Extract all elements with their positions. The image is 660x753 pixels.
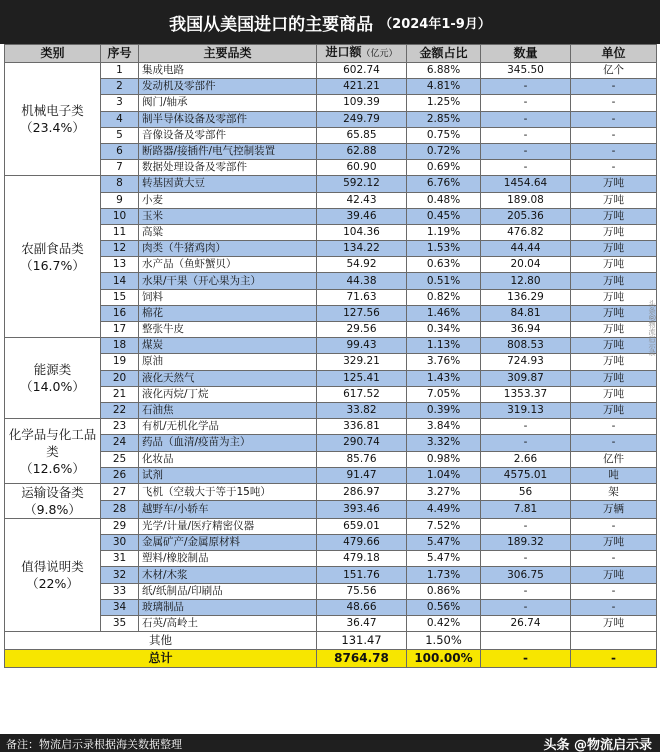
row-item-name: 试剂 [139,467,317,483]
table-row [5,305,657,321]
other-import: 131.47 [317,632,407,650]
row-index: 6 [101,143,139,159]
table-row [5,257,657,273]
row-index: 15 [101,289,139,305]
table-row [5,289,657,305]
row-share: 0.75% [407,127,481,143]
row-item-name: 煤炭 [139,338,317,354]
row-share: 0.45% [407,208,481,224]
row-import-value: 54.92 [317,257,407,273]
row-import-value: 44.38 [317,273,407,289]
row-unit: 万吨 [571,402,657,418]
row-item-name: 阀门/轴承 [139,95,317,111]
row-import-value: 104.36 [317,224,407,240]
row-unit: 亿个 [571,63,657,79]
row-unit: - [571,95,657,111]
row-item-name: 木材/木浆 [139,567,317,583]
row-index: 23 [101,419,139,435]
row-unit: 万吨 [571,535,657,551]
row-unit: 万吨 [571,289,657,305]
table-row [5,322,657,338]
row-import-value: 62.88 [317,143,407,159]
row-quantity: 36.94 [481,322,571,338]
row-index: 16 [101,305,139,321]
table-row [5,535,657,551]
row-quantity: - [481,160,571,176]
watermark: 头条 @物流启示录 [543,738,652,753]
row-share: 7.05% [407,386,481,402]
row-quantity: 319.13 [481,402,571,418]
row-import-value: 421.21 [317,79,407,95]
row-quantity: 1353.37 [481,386,571,402]
row-quantity: 56 [481,483,571,501]
row-share: 6.88% [407,63,481,79]
row-quantity: 189.32 [481,535,571,551]
row-unit: 万吨 [571,257,657,273]
row-share: 0.34% [407,322,481,338]
row-quantity: 44.44 [481,241,571,257]
row-import-value: 151.76 [317,567,407,583]
other-row [5,632,657,650]
header-import-unit: （亿元） [361,49,398,59]
row-index: 19 [101,354,139,370]
row-index: 31 [101,551,139,567]
row-share: 1.04% [407,467,481,483]
row-unit: - [571,435,657,451]
row-import-value: 109.39 [317,95,407,111]
row-share: 3.27% [407,483,481,501]
total-share: 100.00% [407,650,481,668]
other-unit [571,632,657,650]
row-item-name: 小麦 [139,192,317,208]
total-unit: - [571,650,657,668]
row-import-value: 48.66 [317,599,407,615]
row-share: 0.56% [407,599,481,615]
table-row [5,241,657,257]
row-item-name: 飞机（空载大于等于15吨） [139,483,317,501]
period-label: （2024年1-9月） [379,16,491,32]
row-import-value: 125.41 [317,370,407,386]
row-import-value: 290.74 [317,435,407,451]
row-quantity: - [481,551,571,567]
page-title: 我国从美国进口的主要商品 [169,14,374,35]
row-item-name: 原油 [139,354,317,370]
row-unit: - [571,111,657,127]
row-item-name: 转基因黄大豆 [139,176,317,192]
row-quantity: - [481,143,571,159]
row-share: 0.42% [407,616,481,632]
table-row [5,451,657,467]
header-share: 金额占比 [407,45,481,63]
row-quantity: 205.36 [481,208,571,224]
category-cell [5,419,101,484]
table-row [5,386,657,402]
table-row [5,208,657,224]
row-index: 30 [101,535,139,551]
title-bar [0,0,660,44]
row-unit: 万吨 [571,338,657,354]
row-share: 0.51% [407,273,481,289]
row-index: 14 [101,273,139,289]
row-unit: - [571,518,657,534]
table-body [5,63,657,632]
row-import-value: 134.22 [317,241,407,257]
row-unit: 万吨 [571,176,657,192]
row-quantity: 1454.64 [481,176,571,192]
row-unit: - [571,599,657,615]
row-import-value: 33.82 [317,402,407,418]
row-unit: - [571,419,657,435]
row-index: 2 [101,79,139,95]
row-item-name: 高粱 [139,224,317,240]
row-unit: 万吨 [571,273,657,289]
row-item-name: 制半导体设备及零部件 [139,111,317,127]
row-unit: 万吨 [571,224,657,240]
row-quantity: 84.81 [481,305,571,321]
row-share: 0.82% [407,289,481,305]
header-quantity: 数量 [481,45,571,63]
row-item-name: 越野车/小轿车 [139,501,317,519]
row-import-value: 659.01 [317,518,407,534]
row-item-name: 金属矿产/金属原材料 [139,535,317,551]
header-item: 主要品类 [139,45,317,63]
row-index: 10 [101,208,139,224]
footer-note: 备注：物流启示录根据海关数据整理 [6,738,182,751]
table-row [5,273,657,289]
category-share: （23.4%） [20,120,85,136]
row-import-value: 592.12 [317,176,407,192]
row-index: 5 [101,127,139,143]
row-quantity: - [481,419,571,435]
table-row [5,176,657,192]
row-share: 5.47% [407,551,481,567]
row-share: 0.48% [407,192,481,208]
row-share: 0.63% [407,257,481,273]
row-quantity: 4575.01 [481,467,571,483]
footer [0,734,660,752]
row-item-name: 发动机及零部件 [139,79,317,95]
row-index: 34 [101,599,139,615]
row-item-name: 石英/高岭土 [139,616,317,632]
row-import-value: 602.74 [317,63,407,79]
table-row [5,483,657,501]
category-name: 运输设备类 [21,484,84,500]
row-unit: 万吨 [571,208,657,224]
table-row [5,192,657,208]
row-quantity: - [481,127,571,143]
row-quantity: 724.93 [481,354,571,370]
row-unit: - [571,160,657,176]
row-item-name: 液化丙烷/丁烷 [139,386,317,402]
table-row [5,127,657,143]
header-unit: 单位 [571,45,657,63]
category-share: （14.0%） [20,379,85,395]
row-index: 3 [101,95,139,111]
row-quantity: - [481,435,571,451]
table-row [5,111,657,127]
row-import-value: 286.97 [317,483,407,501]
row-import-value: 36.47 [317,616,407,632]
row-index: 28 [101,501,139,519]
row-quantity: 7.81 [481,501,571,519]
header-row [5,45,657,63]
row-quantity: 2.66 [481,451,571,467]
row-unit: 万吨 [571,370,657,386]
row-quantity: - [481,79,571,95]
row-share: 4.49% [407,501,481,519]
row-unit: - [571,583,657,599]
row-quantity: - [481,95,571,111]
header-import-label: 进口额 [325,45,362,59]
row-index: 33 [101,583,139,599]
row-import-value: 91.47 [317,467,407,483]
row-import-value: 336.81 [317,419,407,435]
row-quantity: 12.80 [481,273,571,289]
table-row [5,79,657,95]
row-index: 7 [101,160,139,176]
row-item-name: 玻璃制品 [139,599,317,615]
row-index: 1 [101,63,139,79]
row-index: 17 [101,322,139,338]
row-unit: 万吨 [571,616,657,632]
header-import [317,45,407,63]
table-row [5,338,657,354]
row-import-value: 249.79 [317,111,407,127]
row-import-value: 617.52 [317,386,407,402]
category-share: （22%） [26,576,79,592]
row-quantity: 136.29 [481,289,571,305]
row-quantity: - [481,518,571,534]
row-item-name: 肉类（牛猪鸡肉） [139,241,317,257]
row-share: 0.86% [407,583,481,599]
table-row [5,160,657,176]
row-import-value: 479.18 [317,551,407,567]
table-row [5,467,657,483]
category-cell [5,176,101,338]
row-index: 29 [101,518,139,534]
table-row [5,419,657,435]
row-share: 0.39% [407,402,481,418]
row-import-value: 65.85 [317,127,407,143]
row-quantity: 306.75 [481,567,571,583]
row-import-value: 85.76 [317,451,407,467]
row-unit: - [571,551,657,567]
row-index: 9 [101,192,139,208]
row-index: 18 [101,338,139,354]
row-unit: 万辆 [571,501,657,519]
row-item-name: 化妆品 [139,451,317,467]
row-share: 5.47% [407,535,481,551]
row-import-value: 99.43 [317,338,407,354]
row-unit: 万吨 [571,354,657,370]
row-index: 32 [101,567,139,583]
row-share: 3.84% [407,419,481,435]
row-quantity: - [481,111,571,127]
import-table [4,44,657,668]
row-item-name: 石油焦 [139,402,317,418]
row-unit: 吨 [571,467,657,483]
row-item-name: 断路器/接插件/电气控制装置 [139,143,317,159]
row-item-name: 水产品（鱼虾蟹贝） [139,257,317,273]
row-import-value: 479.66 [317,535,407,551]
row-share: 1.25% [407,95,481,111]
row-share: 1.43% [407,370,481,386]
row-index: 12 [101,241,139,257]
header-index: 序号 [101,45,139,63]
row-index: 20 [101,370,139,386]
row-index: 22 [101,402,139,418]
table-row [5,616,657,632]
category-cell [5,483,101,518]
row-item-name: 数据处理设备及零部件 [139,160,317,176]
total-import: 8764.78 [317,650,407,668]
row-quantity: 189.08 [481,192,571,208]
total-quantity: - [481,650,571,668]
row-unit: 万吨 [571,305,657,321]
row-import-value: 393.46 [317,501,407,519]
row-index: 27 [101,483,139,501]
category-cell [5,63,101,176]
table-row [5,224,657,240]
row-share: 4.81% [407,79,481,95]
row-quantity: - [481,599,571,615]
table-row [5,63,657,79]
row-item-name: 有机/无机化学品 [139,419,317,435]
row-item-name: 棉花 [139,305,317,321]
row-share: 0.69% [407,160,481,176]
row-share: 1.73% [407,567,481,583]
row-share: 1.13% [407,338,481,354]
table-row [5,518,657,534]
side-watermark: 头条@物流启示录 [648,300,656,356]
category-share: （9.8%） [24,501,81,517]
row-unit: - [571,143,657,159]
row-index: 4 [101,111,139,127]
table-row [5,551,657,567]
table-row [5,143,657,159]
other-quantity [481,632,571,650]
row-index: 24 [101,435,139,451]
header-category: 类别 [5,45,101,63]
row-share: 3.76% [407,354,481,370]
row-index: 11 [101,224,139,240]
row-item-name: 塑料/橡胶制品 [139,551,317,567]
row-share: 7.52% [407,518,481,534]
row-share: 0.72% [407,143,481,159]
table-row [5,435,657,451]
row-index: 21 [101,386,139,402]
row-import-value: 71.63 [317,289,407,305]
row-import-value: 127.56 [317,305,407,321]
row-index: 26 [101,467,139,483]
row-quantity: 345.50 [481,63,571,79]
category-share: （16.7%） [20,257,85,273]
row-quantity: 476.82 [481,224,571,240]
row-index: 13 [101,257,139,273]
row-item-name: 饲料 [139,289,317,305]
row-item-name: 液化天然气 [139,370,317,386]
row-unit: 万吨 [571,386,657,402]
table-row [5,95,657,111]
other-label: 其他 [5,632,317,650]
row-quantity: 20.04 [481,257,571,273]
table-row [5,402,657,418]
row-import-value: 329.21 [317,354,407,370]
row-share: 2.85% [407,111,481,127]
category-cell [5,338,101,419]
category-name: 机械电子类 [21,103,84,119]
row-share: 1.46% [407,305,481,321]
table-row [5,583,657,599]
row-share: 1.19% [407,224,481,240]
row-item-name: 集成电路 [139,63,317,79]
category-name: 值得说明类 [21,559,84,575]
row-unit: 万吨 [571,192,657,208]
row-import-value: 75.56 [317,583,407,599]
row-quantity: 808.53 [481,338,571,354]
row-import-value: 29.56 [317,322,407,338]
row-import-value: 42.43 [317,192,407,208]
other-share: 1.50% [407,632,481,650]
row-share: 6.76% [407,176,481,192]
row-import-value: 39.46 [317,208,407,224]
row-unit: 万吨 [571,241,657,257]
row-item-name: 整张牛皮 [139,322,317,338]
table-row [5,354,657,370]
row-share: 0.98% [407,451,481,467]
total-label: 总计 [5,650,317,668]
category-name: 农副食品类 [21,240,84,256]
row-unit: 亿件 [571,451,657,467]
row-unit: 架 [571,483,657,501]
row-unit: 万吨 [571,567,657,583]
category-name: 化学品与化工品类 [8,426,97,459]
category-share: （12.6%） [20,460,85,476]
row-quantity: - [481,583,571,599]
row-index: 8 [101,176,139,192]
row-item-name: 水果/干果（开心果为主） [139,273,317,289]
row-item-name: 药品（血清/疫苗为主） [139,435,317,451]
row-quantity: 309.87 [481,370,571,386]
row-share: 1.53% [407,241,481,257]
row-unit: 万吨 [571,322,657,338]
row-share: 3.32% [407,435,481,451]
row-quantity: 26.74 [481,616,571,632]
row-item-name: 纸/纸制品/印刷品 [139,583,317,599]
category-name: 能源类 [33,362,72,378]
row-unit: - [571,127,657,143]
table-row [5,599,657,615]
table-row [5,370,657,386]
table-row [5,567,657,583]
category-cell [5,518,101,631]
row-item-name: 玉米 [139,208,317,224]
row-item-name: 光学/计量/医疗精密仪器 [139,518,317,534]
row-import-value: 60.90 [317,160,407,176]
row-unit: - [571,79,657,95]
total-row [5,650,657,668]
row-index: 25 [101,451,139,467]
table-row [5,501,657,519]
row-item-name: 音像设备及零部件 [139,127,317,143]
row-index: 35 [101,616,139,632]
